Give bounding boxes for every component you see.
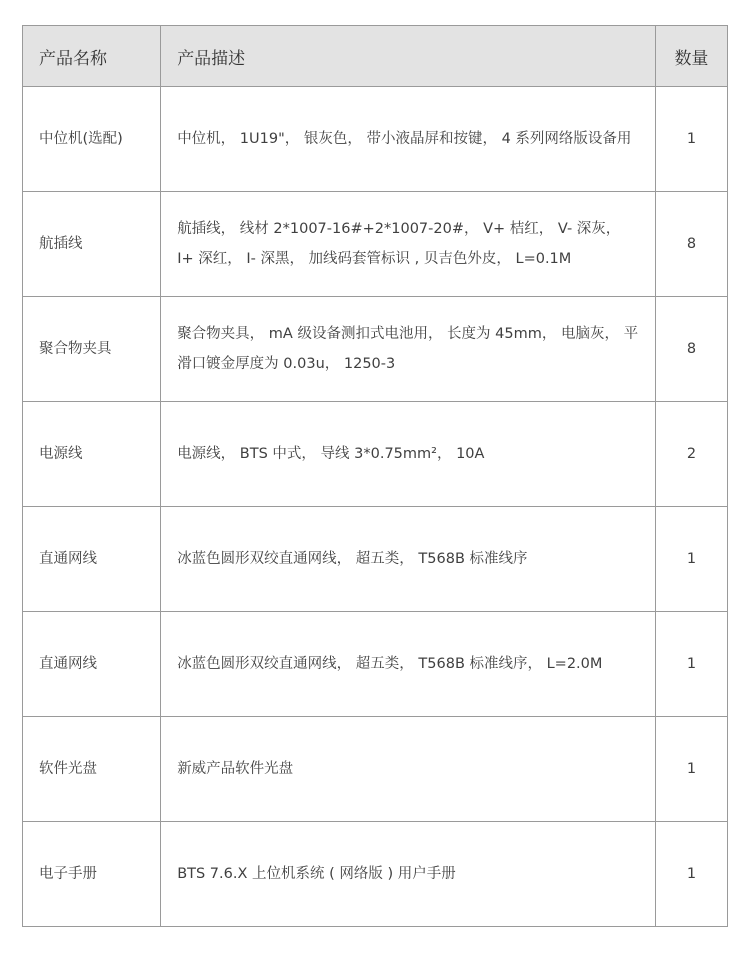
table-row	[23, 612, 728, 717]
cell-product-name: 航插线	[23, 192, 161, 297]
cell-product-name: 电子手册	[23, 822, 161, 927]
cell-product-name: 软件光盘	[23, 717, 161, 822]
header-row	[23, 26, 728, 87]
cell-quantity: 8	[655, 192, 727, 297]
table-header	[23, 26, 728, 87]
cell-product-name: 中位机(选配)	[23, 87, 161, 192]
header-product-name-label: 产品名称	[39, 48, 107, 69]
cell-product-name: 电源线	[23, 402, 161, 507]
table-row	[23, 402, 728, 507]
cell-quantity: 1	[655, 507, 727, 612]
table-row	[23, 507, 728, 612]
cell-product-description: 冰蓝色圆形双绞直通网线， 超五类， T568B 标准线序， L=2.0M	[161, 612, 656, 717]
cell-product-name: 直通网线	[23, 507, 161, 612]
header-quantity-label: 数量	[674, 48, 709, 69]
table-row	[23, 822, 728, 927]
cell-product-name: 直通网线	[23, 612, 161, 717]
cell-product-description: 新威产品软件光盘	[161, 717, 656, 822]
header-product-description	[161, 26, 656, 87]
cell-product-description: 聚合物夹具， mA 级设备测扣式电池用， 长度为 45mm， 电脑灰， 平滑口镀金厚度为 0.03u， 1250-3	[161, 297, 656, 402]
table-row	[23, 297, 728, 402]
cell-product-description: 冰蓝色圆形双绞直通网线， 超五类， T568B 标准线序	[161, 507, 656, 612]
cell-product-description: 中位机， 1U19"， 银灰色， 带小液晶屏和按键， 4 系列网络版设备用	[161, 87, 656, 192]
header-product-name	[23, 26, 161, 87]
cell-quantity: 1	[655, 717, 727, 822]
cell-quantity: 1	[655, 822, 727, 927]
table-body	[23, 87, 728, 927]
cell-quantity: 2	[655, 402, 727, 507]
product-list-table	[22, 25, 728, 927]
header-quantity	[655, 26, 727, 87]
cell-product-description: BTS 7.6.X 上位机系统 ( 网络版 ) 用户手册	[161, 822, 656, 927]
cell-product-name: 聚合物夹具	[23, 297, 161, 402]
table-row	[23, 192, 728, 297]
header-product-description-label: 产品描述	[177, 48, 246, 69]
cell-product-description: 航插线， 线材 2*1007-16#+2*1007-20#， V+ 桔红， V- 深灰， I+ 深红， I- 深黑， 加线码套管标识 , 贝吉色外皮， L=0.1M	[161, 192, 656, 297]
cell-quantity: 8	[655, 297, 727, 402]
table-row	[23, 717, 728, 822]
cell-product-description: 电源线， BTS 中式， 导线 3*0.75mm²， 10A	[161, 402, 656, 507]
cell-quantity: 1	[655, 87, 727, 192]
cell-quantity: 1	[655, 612, 727, 717]
table-row	[23, 87, 728, 192]
